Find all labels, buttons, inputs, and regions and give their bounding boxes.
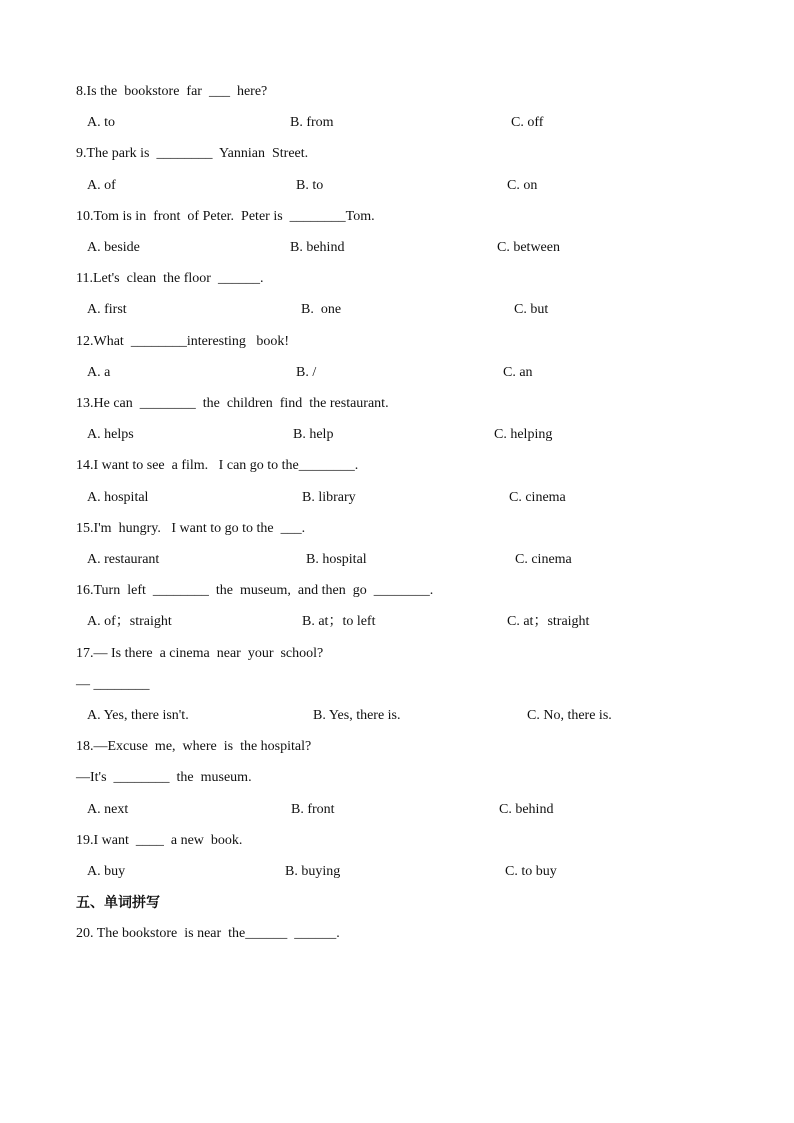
option-c: C. to buy <box>505 864 557 879</box>
option-c: C. behind <box>499 802 554 817</box>
option-a: A. a <box>87 365 111 380</box>
option-b: B. front <box>291 802 335 817</box>
section-heading: 五、单词拼写 <box>76 895 160 911</box>
question-18: 18.—Excuse me, where is the hospital? <box>76 739 312 754</box>
question-16: 16.Turn left ________ the museum, and then go ________. <box>76 583 434 598</box>
option-b: B. to <box>296 178 324 193</box>
option-b: B. one <box>301 302 342 317</box>
option-b: B. from <box>290 115 334 130</box>
option-c: C. off <box>511 115 544 130</box>
option-c: C. helping <box>494 427 553 442</box>
option-a: A. of <box>87 178 116 193</box>
option-b: B. hospital <box>306 552 367 567</box>
question-20: 20. The bookstore is near the______ ______. <box>76 926 340 941</box>
option-b: B. Yes, there is. <box>313 708 401 723</box>
option-c: C. cinema <box>509 490 566 505</box>
option-c: C. on <box>507 178 538 193</box>
option-a: A. buy <box>87 864 126 879</box>
option-b: B. / <box>296 365 317 380</box>
option-a: A. first <box>87 302 127 317</box>
option-c: C. at；straight <box>507 614 590 629</box>
option-c: C. but <box>514 302 549 317</box>
option-a: A. helps <box>87 427 134 442</box>
option-c: C. cinema <box>515 552 572 567</box>
option-a: A. to <box>87 115 115 130</box>
option-a: A. restaurant <box>87 552 160 567</box>
option-a: A. hospital <box>87 490 149 505</box>
question-12: 12.What ________interesting book! <box>76 334 290 349</box>
question-10: 10.Tom is in front of Peter. Peter is ________Tom. <box>76 209 375 224</box>
option-c: C. No, there is. <box>527 708 612 723</box>
option-a: A. next <box>87 802 129 817</box>
option-a: A. of；straight <box>87 614 172 629</box>
question-15: 15.I'm hungry. I want to go to the ___. <box>76 521 306 536</box>
question-13: 13.He can ________ the children find the restaurant. <box>76 396 389 411</box>
option-c: C. between <box>497 240 560 255</box>
question-19: 19.I want ____ a new book. <box>76 833 243 848</box>
option-b: B. behind <box>290 240 345 255</box>
option-a: A. Yes, there isn't. <box>87 708 189 723</box>
question-11: 11.Let's clean the floor ______. <box>76 271 264 286</box>
option-b: B. help <box>293 427 334 442</box>
answer-line: — ________ <box>76 677 150 692</box>
answer-line: —It's ________ the museum. <box>76 770 252 785</box>
option-b: B. library <box>302 490 356 505</box>
option-a: A. beside <box>87 240 140 255</box>
option-b: B. at；to left <box>302 614 376 629</box>
option-c: C. an <box>503 365 533 380</box>
question-14: 14.I want to see a film. I can go to the________. <box>76 458 359 473</box>
question-9: 9.The park is ________ Yannian Street. <box>76 146 309 161</box>
question-8: 8.Is the bookstore far ___ here? <box>76 84 268 99</box>
option-b: B. buying <box>285 864 341 879</box>
question-17: 17.— Is there a cinema near your school? <box>76 646 324 661</box>
